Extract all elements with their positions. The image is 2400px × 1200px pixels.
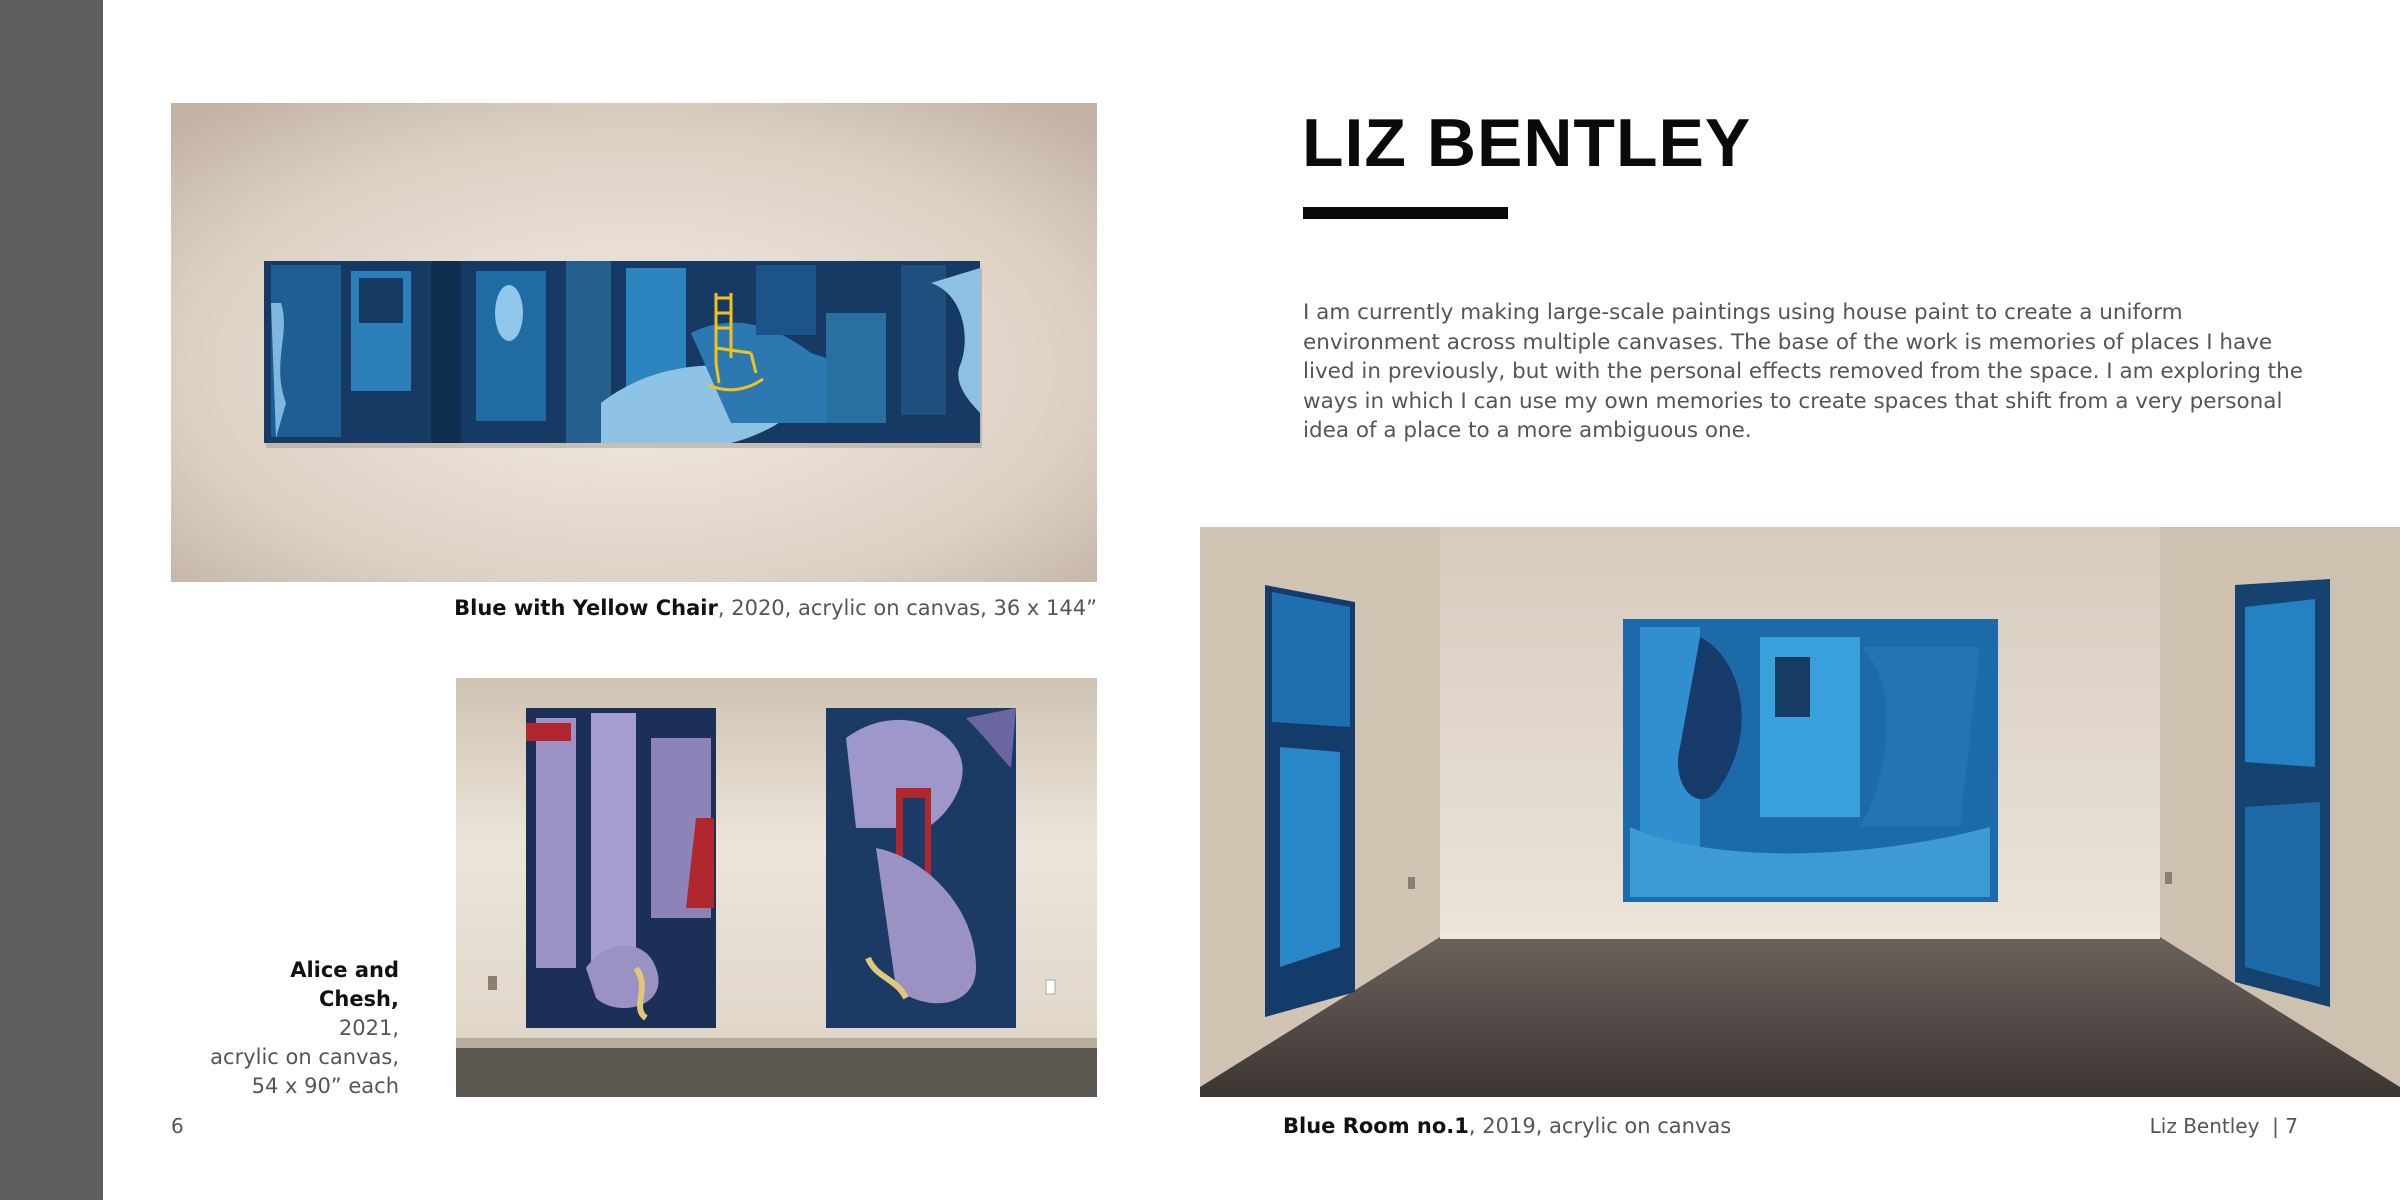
artwork-caption-alice-and-chesh: [159, 956, 399, 1101]
title-underline: [1303, 207, 1508, 219]
artwork-title: Blue Room no.1: [1283, 1114, 1469, 1138]
right-page-folio: Liz Bentley | 7: [2149, 1114, 2298, 1138]
artwork-year: 2021,: [338, 1016, 399, 1040]
artwork-details: , 2020, acrylic on canvas, 36 x 144”: [717, 596, 1097, 620]
artwork-photo-blue-room-no1: [1200, 527, 2400, 1097]
artwork-photo-blue-with-yellow-chair: [171, 103, 1097, 582]
artwork-caption-blue-room-no1: [1283, 1114, 1731, 1138]
page-title: LIZ BENTLEY: [1302, 105, 1752, 181]
artwork-title: Blue with Yellow Chair: [454, 596, 718, 620]
artwork-photo-alice-and-chesh: [456, 678, 1097, 1097]
left-page-number: 6: [171, 1114, 184, 1138]
artwork-medium: acrylic on canvas,: [210, 1045, 399, 1069]
artwork-title-line1: Alice and: [290, 958, 399, 982]
artist-statement: I am currently making large-scale paintings using house paint to create a uniform environment across multiple canvases. The base of the work is memories of places I have lived in previously, but with the personal effects removed from the space. I am exploring the ways in which I can use my own memories to create spaces that shift from a very personal idea of a place to a more ambiguous one.: [1303, 300, 2303, 443]
artwork-size: 54 x 90” each: [251, 1074, 399, 1098]
artwork-details: , 2019, acrylic on canvas: [1468, 1114, 1732, 1138]
artwork-caption-blue-with-yellow-chair: [454, 596, 1097, 620]
artwork-title-line2: Chesh,: [318, 987, 399, 1011]
left-gutter-bar: [0, 0, 103, 1200]
